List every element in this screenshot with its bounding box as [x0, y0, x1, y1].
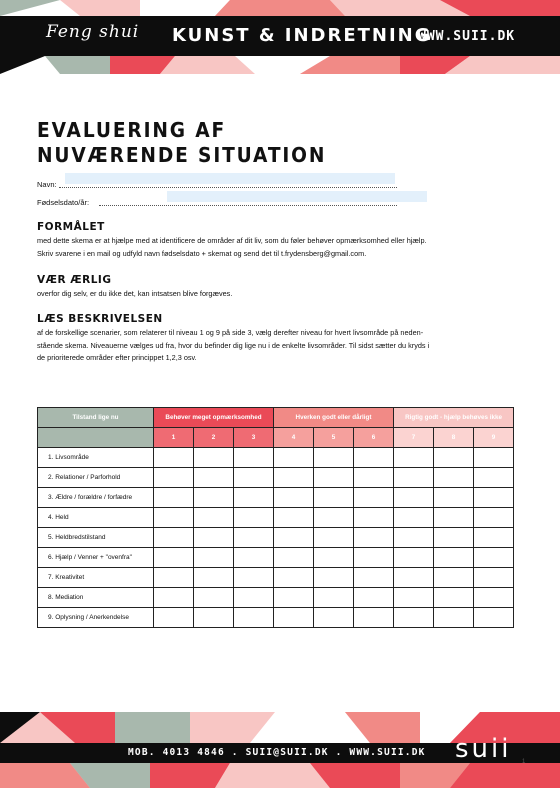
group-header-neutral: Hverken godt eller dårligt: [274, 408, 394, 428]
title-line-1: EVALUERING AF: [37, 118, 227, 142]
rating-cell[interactable]: [394, 528, 434, 548]
rating-cell[interactable]: [274, 608, 314, 628]
section-heading-vaer-aerlig: VÆR ÆRLIG: [37, 274, 112, 286]
level-header: 2: [194, 428, 234, 448]
row-label: 2. Relationer / Parforhold: [38, 468, 154, 488]
birth-label: Fødselsdato/år:: [37, 198, 90, 207]
row-label: 7. Kreativitet: [38, 568, 154, 588]
table-row: [38, 608, 514, 628]
page-number: 1: [522, 759, 526, 765]
rating-cell[interactable]: [234, 528, 274, 548]
text-line: af de forskellige scenarier, som relaterer til niveau 1 og 9 på side 3, vælg derefter niveau for hvert livsområde på neden-: [37, 328, 424, 337]
rating-cell[interactable]: [274, 468, 314, 488]
rating-cell[interactable]: [314, 528, 354, 548]
rating-cell[interactable]: [474, 568, 514, 588]
table-row: [38, 488, 514, 508]
rating-cell[interactable]: [274, 528, 314, 548]
table-row: [38, 468, 514, 488]
text-line: stående skema. Niveauerne vælges ud fra, hvor du befinder dig lige nu i de enkelte livsområder. Til sidst sætter du kryds i: [37, 340, 430, 350]
rating-cell[interactable]: [394, 548, 434, 568]
text-line: Skriv svarene i en mail og udfyld navn fødselsdato + skemat og send det til t.frydensberg@gmail.com.: [37, 248, 367, 258]
evaluation-table: [37, 407, 514, 628]
rating-cell[interactable]: [154, 488, 194, 508]
rating-cell[interactable]: [314, 448, 354, 468]
rating-cell[interactable]: [474, 528, 514, 548]
level-header: 8: [434, 428, 474, 448]
rating-cell[interactable]: [194, 588, 234, 608]
rating-cell[interactable]: [154, 608, 194, 628]
row-label: 5. Heldbredstilstand: [38, 528, 154, 548]
rating-cell[interactable]: [394, 588, 434, 608]
row-label: 1. Livsområde: [38, 448, 154, 468]
rating-cell[interactable]: [394, 448, 434, 468]
header-title: KUNST & INDRETNING: [172, 25, 432, 46]
rating-cell[interactable]: [434, 468, 474, 488]
group-header-attention: Behøver meget opmærksomhed: [154, 408, 274, 428]
rating-cell[interactable]: [474, 588, 514, 608]
rating-cell[interactable]: [274, 448, 314, 468]
level-header: 5: [314, 428, 354, 448]
level-header: 1: [154, 428, 194, 448]
row-label: 6. Hjælp / Venner + "ovenfra": [38, 548, 154, 568]
name-dotted-line: [59, 187, 397, 188]
row-label: 9. Oplysning / Anerkendelse: [38, 608, 154, 628]
rating-cell[interactable]: [434, 548, 474, 568]
rating-cell[interactable]: [354, 588, 394, 608]
rating-cell[interactable]: [194, 548, 234, 568]
level-header-blank: [38, 428, 154, 448]
rating-cell[interactable]: [234, 468, 274, 488]
row-label: 4. Held: [38, 508, 154, 528]
rating-cell[interactable]: [434, 588, 474, 608]
rating-cell[interactable]: [474, 548, 514, 568]
table-row: [38, 548, 514, 568]
rating-cell[interactable]: [154, 528, 194, 548]
rating-cell[interactable]: [154, 508, 194, 528]
rating-cell[interactable]: [474, 448, 514, 468]
rating-cell[interactable]: [154, 588, 194, 608]
section-text-formaal: [37, 235, 527, 260]
rating-cell[interactable]: [234, 588, 274, 608]
header-url: WWW.SUII.DK: [418, 29, 516, 44]
rating-cell[interactable]: [474, 468, 514, 488]
level-header: 3: [234, 428, 274, 448]
rating-cell[interactable]: [314, 488, 354, 508]
rating-cell[interactable]: [194, 568, 234, 588]
text-line: med dette skema er at hjælpe med at identificere de områder af dit liv, som du føler behøver opmærksomhed eller hjælp.: [37, 236, 427, 245]
rating-cell[interactable]: [274, 548, 314, 568]
row-label: 8. Mediation: [38, 588, 154, 608]
header-script-text: Feng shui: [46, 22, 140, 42]
rating-cell[interactable]: [194, 608, 234, 628]
rating-cell[interactable]: [354, 508, 394, 528]
header-band: [0, 0, 560, 74]
footer-band: [0, 712, 560, 788]
rating-cell[interactable]: [234, 508, 274, 528]
section-heading-laes: LÆS BESKRIVELSEN: [37, 313, 163, 325]
birth-input[interactable]: [167, 191, 427, 202]
table-row: [38, 528, 514, 548]
table-body: [38, 448, 514, 628]
birth-dotted-line: [99, 205, 397, 206]
group-header-good: Rigtig godt - hjælp behøves ikke: [394, 408, 514, 428]
rating-cell[interactable]: [434, 608, 474, 628]
rating-cell[interactable]: [434, 568, 474, 588]
table-group-header-row: [38, 408, 514, 428]
rating-cell[interactable]: [394, 488, 434, 508]
name-input[interactable]: [65, 173, 395, 184]
rating-cell[interactable]: [354, 568, 394, 588]
footer-contact: MOB. 4013 4846 . SUII@SUII.DK . WWW.SUII.DK: [128, 747, 426, 758]
rating-cell[interactable]: [274, 588, 314, 608]
rating-cell[interactable]: [394, 468, 434, 488]
section-text-vaer-aerlig: [37, 288, 527, 301]
rating-cell[interactable]: [394, 608, 434, 628]
rating-cell[interactable]: [234, 448, 274, 468]
rating-cell[interactable]: [354, 468, 394, 488]
rating-cell[interactable]: [194, 508, 234, 528]
rating-cell[interactable]: [434, 488, 474, 508]
rating-cell[interactable]: [354, 488, 394, 508]
rating-cell[interactable]: [234, 608, 274, 628]
rating-cell[interactable]: [194, 448, 234, 468]
table-row: [38, 508, 514, 528]
rating-cell[interactable]: [154, 468, 194, 488]
level-header: 6: [354, 428, 394, 448]
rating-cell[interactable]: [314, 508, 354, 528]
table-row: [38, 588, 514, 608]
text-line: de prioriterede områder efter princippet 1,2,3 osv.: [37, 353, 197, 362]
rating-cell[interactable]: [274, 488, 314, 508]
rating-cell[interactable]: [434, 448, 474, 468]
title-line-2: NUVÆRENDE SITUATION: [37, 143, 327, 167]
rating-cell[interactable]: [474, 608, 514, 628]
rating-cell[interactable]: [354, 608, 394, 628]
rating-cell[interactable]: [154, 548, 194, 568]
rating-cell[interactable]: [274, 508, 314, 528]
birth-field-row: [37, 198, 427, 210]
rating-cell[interactable]: [314, 608, 354, 628]
rating-cell[interactable]: [354, 448, 394, 468]
rating-cell[interactable]: [474, 488, 514, 508]
rating-cell[interactable]: [314, 588, 354, 608]
rating-cell[interactable]: [274, 568, 314, 588]
page-title: [37, 118, 326, 168]
rating-cell[interactable]: [154, 568, 194, 588]
rating-cell[interactable]: [354, 528, 394, 548]
rating-cell[interactable]: [394, 508, 434, 528]
level-header: 9: [474, 428, 514, 448]
level-header: 4: [274, 428, 314, 448]
table-level-header-row: [38, 428, 514, 448]
rating-cell[interactable]: [434, 528, 474, 548]
rating-cell[interactable]: [474, 508, 514, 528]
text-line: overfor dig selv, er du ikke det, kan intsatsen blive forgæves.: [37, 289, 233, 298]
rating-cell[interactable]: [314, 468, 354, 488]
rating-cell[interactable]: [194, 488, 234, 508]
rating-cell[interactable]: [234, 568, 274, 588]
table-row: [38, 568, 514, 588]
rating-cell[interactable]: [434, 508, 474, 528]
rating-cell[interactable]: [194, 468, 234, 488]
section-heading-formaal: FORMÅLET: [37, 221, 105, 233]
level-header: 7: [394, 428, 434, 448]
rating-cell[interactable]: [354, 548, 394, 568]
rating-cell[interactable]: [194, 528, 234, 548]
name-label: Navn:: [37, 180, 57, 189]
rating-cell[interactable]: [154, 448, 194, 468]
rating-cell[interactable]: [234, 548, 274, 568]
rating-cell[interactable]: [234, 488, 274, 508]
row-label: 3. Ældre / forældre / forfædre: [38, 488, 154, 508]
section-text-laes: [37, 327, 527, 365]
table-row: [38, 448, 514, 468]
footer-logo: suii: [455, 734, 512, 764]
rating-cell[interactable]: [394, 568, 434, 588]
rating-cell[interactable]: [314, 568, 354, 588]
rating-cell[interactable]: [314, 548, 354, 568]
status-header: Tilstand lige nu: [38, 408, 154, 428]
